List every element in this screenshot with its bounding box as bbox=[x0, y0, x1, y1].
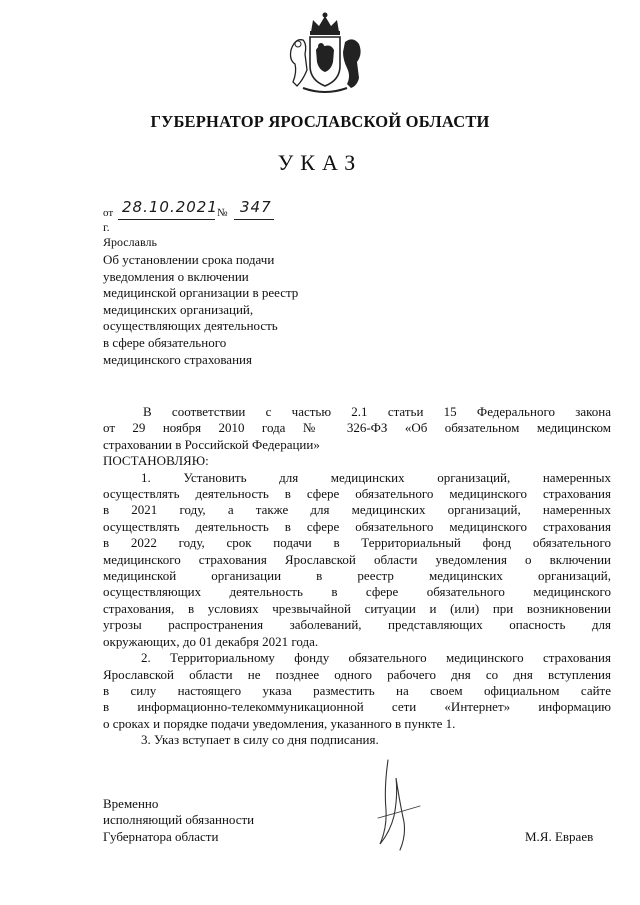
item1-line: в 2021 году, а также для медицинских организаций, намеренных bbox=[103, 502, 611, 518]
item2-line: в информационно-телекоммуникационной сети «Интернет» информацию bbox=[103, 699, 611, 715]
preamble-line: В соответствии с частью 2.1 статьи 15 Федерального закона bbox=[143, 404, 611, 419]
subject-line: в сфере обязательного bbox=[103, 334, 227, 350]
item1-line: медицинского страхования Ярославской области уведомления о включении bbox=[103, 551, 611, 567]
authority-title: ГУБЕРНАТОР ЯРОСЛАВСКОЙ ОБЛАСТИ bbox=[150, 112, 490, 131]
item2-line: в силу настоящего указа разместить на своем официальном сайте bbox=[103, 682, 611, 698]
item1-line: в 2022 году, срок подачи в Территориальный фонд обязательного bbox=[103, 535, 611, 551]
subject-line: медицинской организации в реестр bbox=[103, 285, 299, 301]
signatory-name: М.Я. Евраев bbox=[525, 829, 594, 844]
item3-line: 3. Указ вступает в силу со дня подписания. bbox=[141, 732, 379, 748]
city: г. Ярославль bbox=[103, 220, 157, 249]
number-prefix: № bbox=[217, 207, 228, 219]
number-value: 347 bbox=[240, 198, 272, 216]
item1-line: окружающих, до 01 декабря 2021 года. bbox=[103, 633, 319, 649]
subject-line: медицинских организаций, bbox=[103, 301, 254, 317]
subject-line: медицинского страхования bbox=[103, 351, 252, 367]
preamble-line: от 29 ноября 2010 года № 326-ФЗ «Об обязательном медицинском bbox=[103, 420, 611, 436]
position-line: Временно bbox=[103, 796, 159, 811]
subject-line: уведомления о включении bbox=[103, 268, 249, 284]
item1-line: осуществлять деятельность в сфере обязательного медицинского страхования bbox=[103, 518, 611, 534]
document-body bbox=[103, 404, 611, 749]
item1-line: осуществлять деятельность в сфере обязательного медицинского страхования bbox=[103, 486, 611, 502]
item2-line: 2. Территориальному фонду обязательного медицинского страхования bbox=[141, 650, 611, 666]
item1-line: медицинской организации в реестр медицинских организаций, bbox=[103, 568, 611, 584]
item1-line: страхования, в условиях чрезвычайной ситуации и (или) при возникновении bbox=[103, 600, 611, 616]
date-prefix: от bbox=[103, 207, 114, 219]
subject-line: осуществляющих деятельность bbox=[103, 318, 278, 334]
coat-of-arms-yaroslavl-icon bbox=[283, 10, 367, 96]
signatory-position bbox=[103, 796, 254, 845]
handwritten-signature-icon bbox=[360, 748, 470, 858]
position-line: исполняющий обязанности bbox=[103, 812, 255, 828]
decree-word: ПОСТАНОВЛЯЮ: bbox=[103, 453, 209, 469]
item1-line: угрозы распространения заболеваний, представляющих опасность для bbox=[103, 617, 611, 633]
item1-line: 1. Установить для медицинских организаций, намеренных bbox=[141, 469, 611, 485]
item2-line: Ярославской области не позднее одного рабочего дня со дня вступления bbox=[103, 666, 611, 682]
document-subject bbox=[103, 252, 403, 368]
item2-line: о сроках и порядке подачи уведомления, указанного в пункте 1. bbox=[103, 715, 456, 731]
document-kind: УКАЗ bbox=[277, 150, 363, 175]
position-line: Губернатора области bbox=[103, 828, 219, 844]
item1-line: осуществляющих деятельность в сфере обязательного медицинского bbox=[103, 584, 611, 600]
subject-line: Об установлении срока подачи bbox=[103, 252, 275, 267]
date-value: 28.10.2021 bbox=[122, 198, 218, 216]
preamble-line: страховании в Российской Федерации» bbox=[103, 436, 320, 452]
